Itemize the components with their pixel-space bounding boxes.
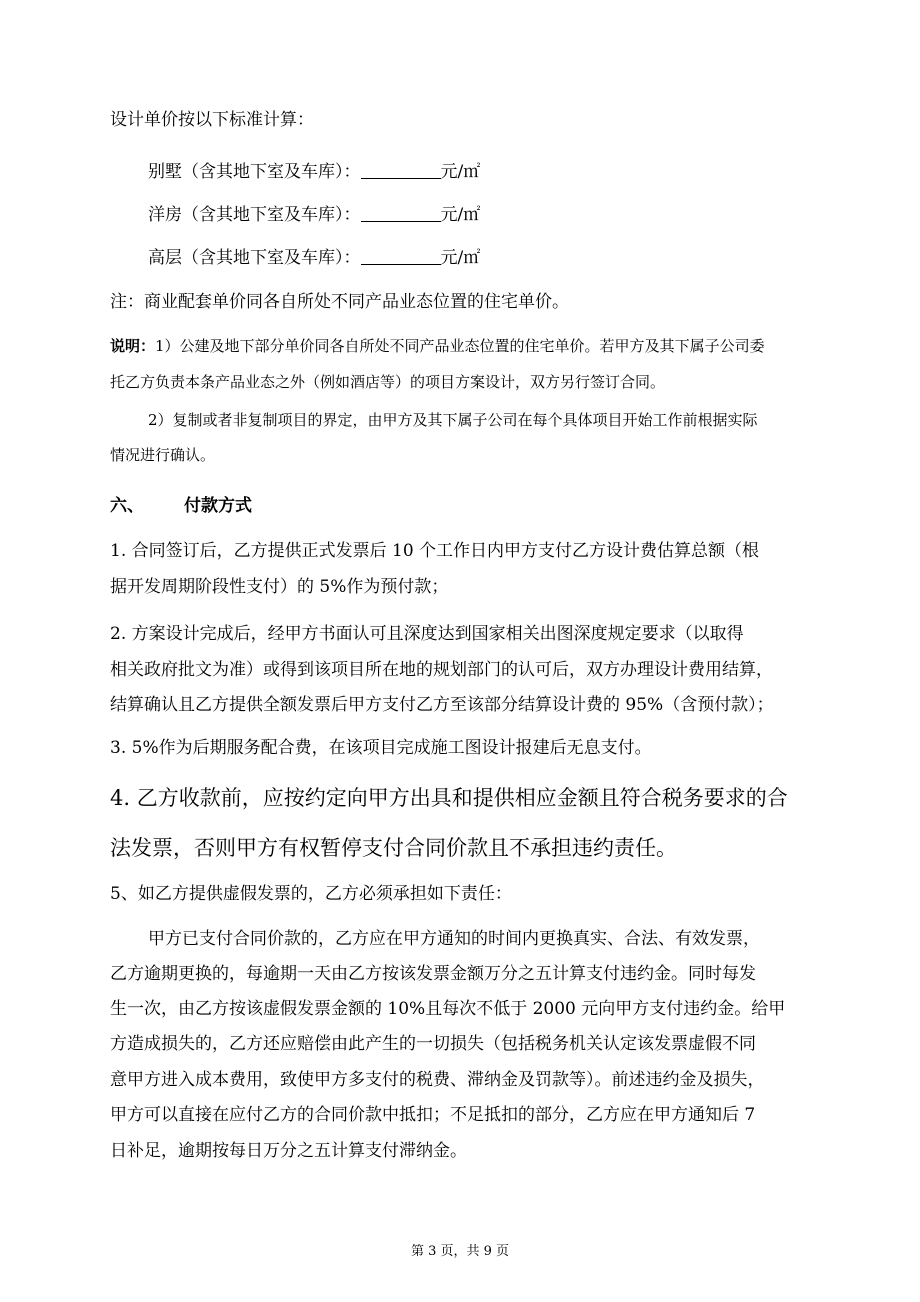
explain-line-2: 托乙方负责本条产品业态之外（例如酒店等）的项目方案设计，双方另行签订合同。	[110, 373, 666, 391]
section-title: 付款方式	[184, 496, 252, 516]
item-1-line-1: 1. 合同签订后，乙方提供正式发票后 10 个工作日内甲方支付乙方设计费估算总额（根	[110, 541, 760, 561]
item-4-line-2: 法发票，否则甲方有权暂停支付合同价款且不承担违约责任。	[110, 836, 677, 860]
penalty-line-1: 甲方已支付合同价款的，乙方应在甲方通知的时间内更换真实、合法、有效发票，	[148, 929, 760, 949]
price-item-label: 洋房（含其地下室及车库）：	[148, 205, 361, 225]
explain-label: 说明：	[110, 337, 156, 355]
section-heading	[110, 496, 252, 516]
price-item-label: 高层（含其地下室及车库）：	[148, 248, 361, 268]
item-4-line-1: 4. 乙方收款前，应按约定向甲方出具和提供相应金额且符合税务要求的合	[110, 786, 788, 810]
price-blank-field	[361, 248, 441, 265]
item-2-line-2: 相关政府批文为准）或得到该项目所在地的规划部门的认可后，双方办理设计费用结算，	[110, 660, 773, 680]
page-footer: 第 3 页，共 9 页	[410, 1244, 510, 1259]
price-unit: 元/㎡	[440, 248, 481, 268]
price-unit: 元/㎡	[440, 162, 481, 182]
penalty-line-3: 生一次，由乙方按该虚假发票金额的 10%且每次不低于 2000 元向甲方支付违约金。给甲	[110, 999, 786, 1019]
item-2-line-3: 结算确认且乙方提供全额发票后甲方支付乙方至该部分结算设计费的 95%（含预付款）；	[110, 695, 774, 715]
penalty-line-2: 乙方逾期更换的，每逾期一天由乙方按该发票金额万分之五计算支付违约金。同时每发	[110, 964, 756, 984]
penalty-line-4: 方造成损失的，乙方还应赔偿由此产生的一切损失（包括税务机关认定该发票虚假不同	[110, 1034, 756, 1054]
section-number: 六、	[110, 496, 144, 516]
explain-line-4: 情况进行确认。	[110, 446, 216, 464]
item-5: 5、如乙方提供虚假发票的，乙方必须承担如下责任：	[110, 884, 512, 904]
price-item-highrise	[148, 248, 480, 268]
penalty-line-6: 甲方可以直接在应付乙方的合同价款中抵扣；不足抵扣的部分，乙方应在甲方通知后 7	[110, 1105, 756, 1125]
explain-line-3: 2）复制或者非复制项目的界定，由甲方及其下属子公司在每个具体项目开始工作前根据实际	[148, 411, 758, 429]
explain-line-1	[110, 336, 765, 356]
price-item-villa	[148, 162, 480, 182]
item-2-line-1: 2. 方案设计完成后，经甲方书面认可且深度达到国家相关出图深度规定要求（以取得	[110, 624, 744, 644]
price-blank-field	[361, 205, 441, 222]
price-unit: 元/㎡	[440, 205, 481, 225]
penalty-line-7: 日补足，逾期按每日万分之五计算支付滞纳金。	[110, 1141, 467, 1161]
price-item-label: 别墅（含其地下室及车库）：	[148, 162, 361, 182]
note-text: 注：商业配套单价同各自所处不同产品业态位置的住宅单价。	[110, 292, 569, 312]
item-1-line-2: 据开发周期阶段性支付）的 5%作为预付款；	[110, 577, 449, 597]
price-item-house	[148, 205, 480, 225]
intro-text: 设计单价按以下标准计算：	[110, 110, 314, 130]
penalty-line-5: 意甲方进入成本费用，致使甲方多支付的税费、滞纳金及罚款等）。前述违约金及损失，	[110, 1070, 765, 1090]
item-3: 3. 5%作为后期服务配合费，在该项目完成施工图设计报建后无息支付。	[110, 738, 652, 758]
explain-text: 1）公建及地下部分单价同各自所处不同产品业态位置的住宅单价。若甲方及其下属子公司委	[155, 337, 765, 355]
price-blank-field	[361, 162, 441, 179]
